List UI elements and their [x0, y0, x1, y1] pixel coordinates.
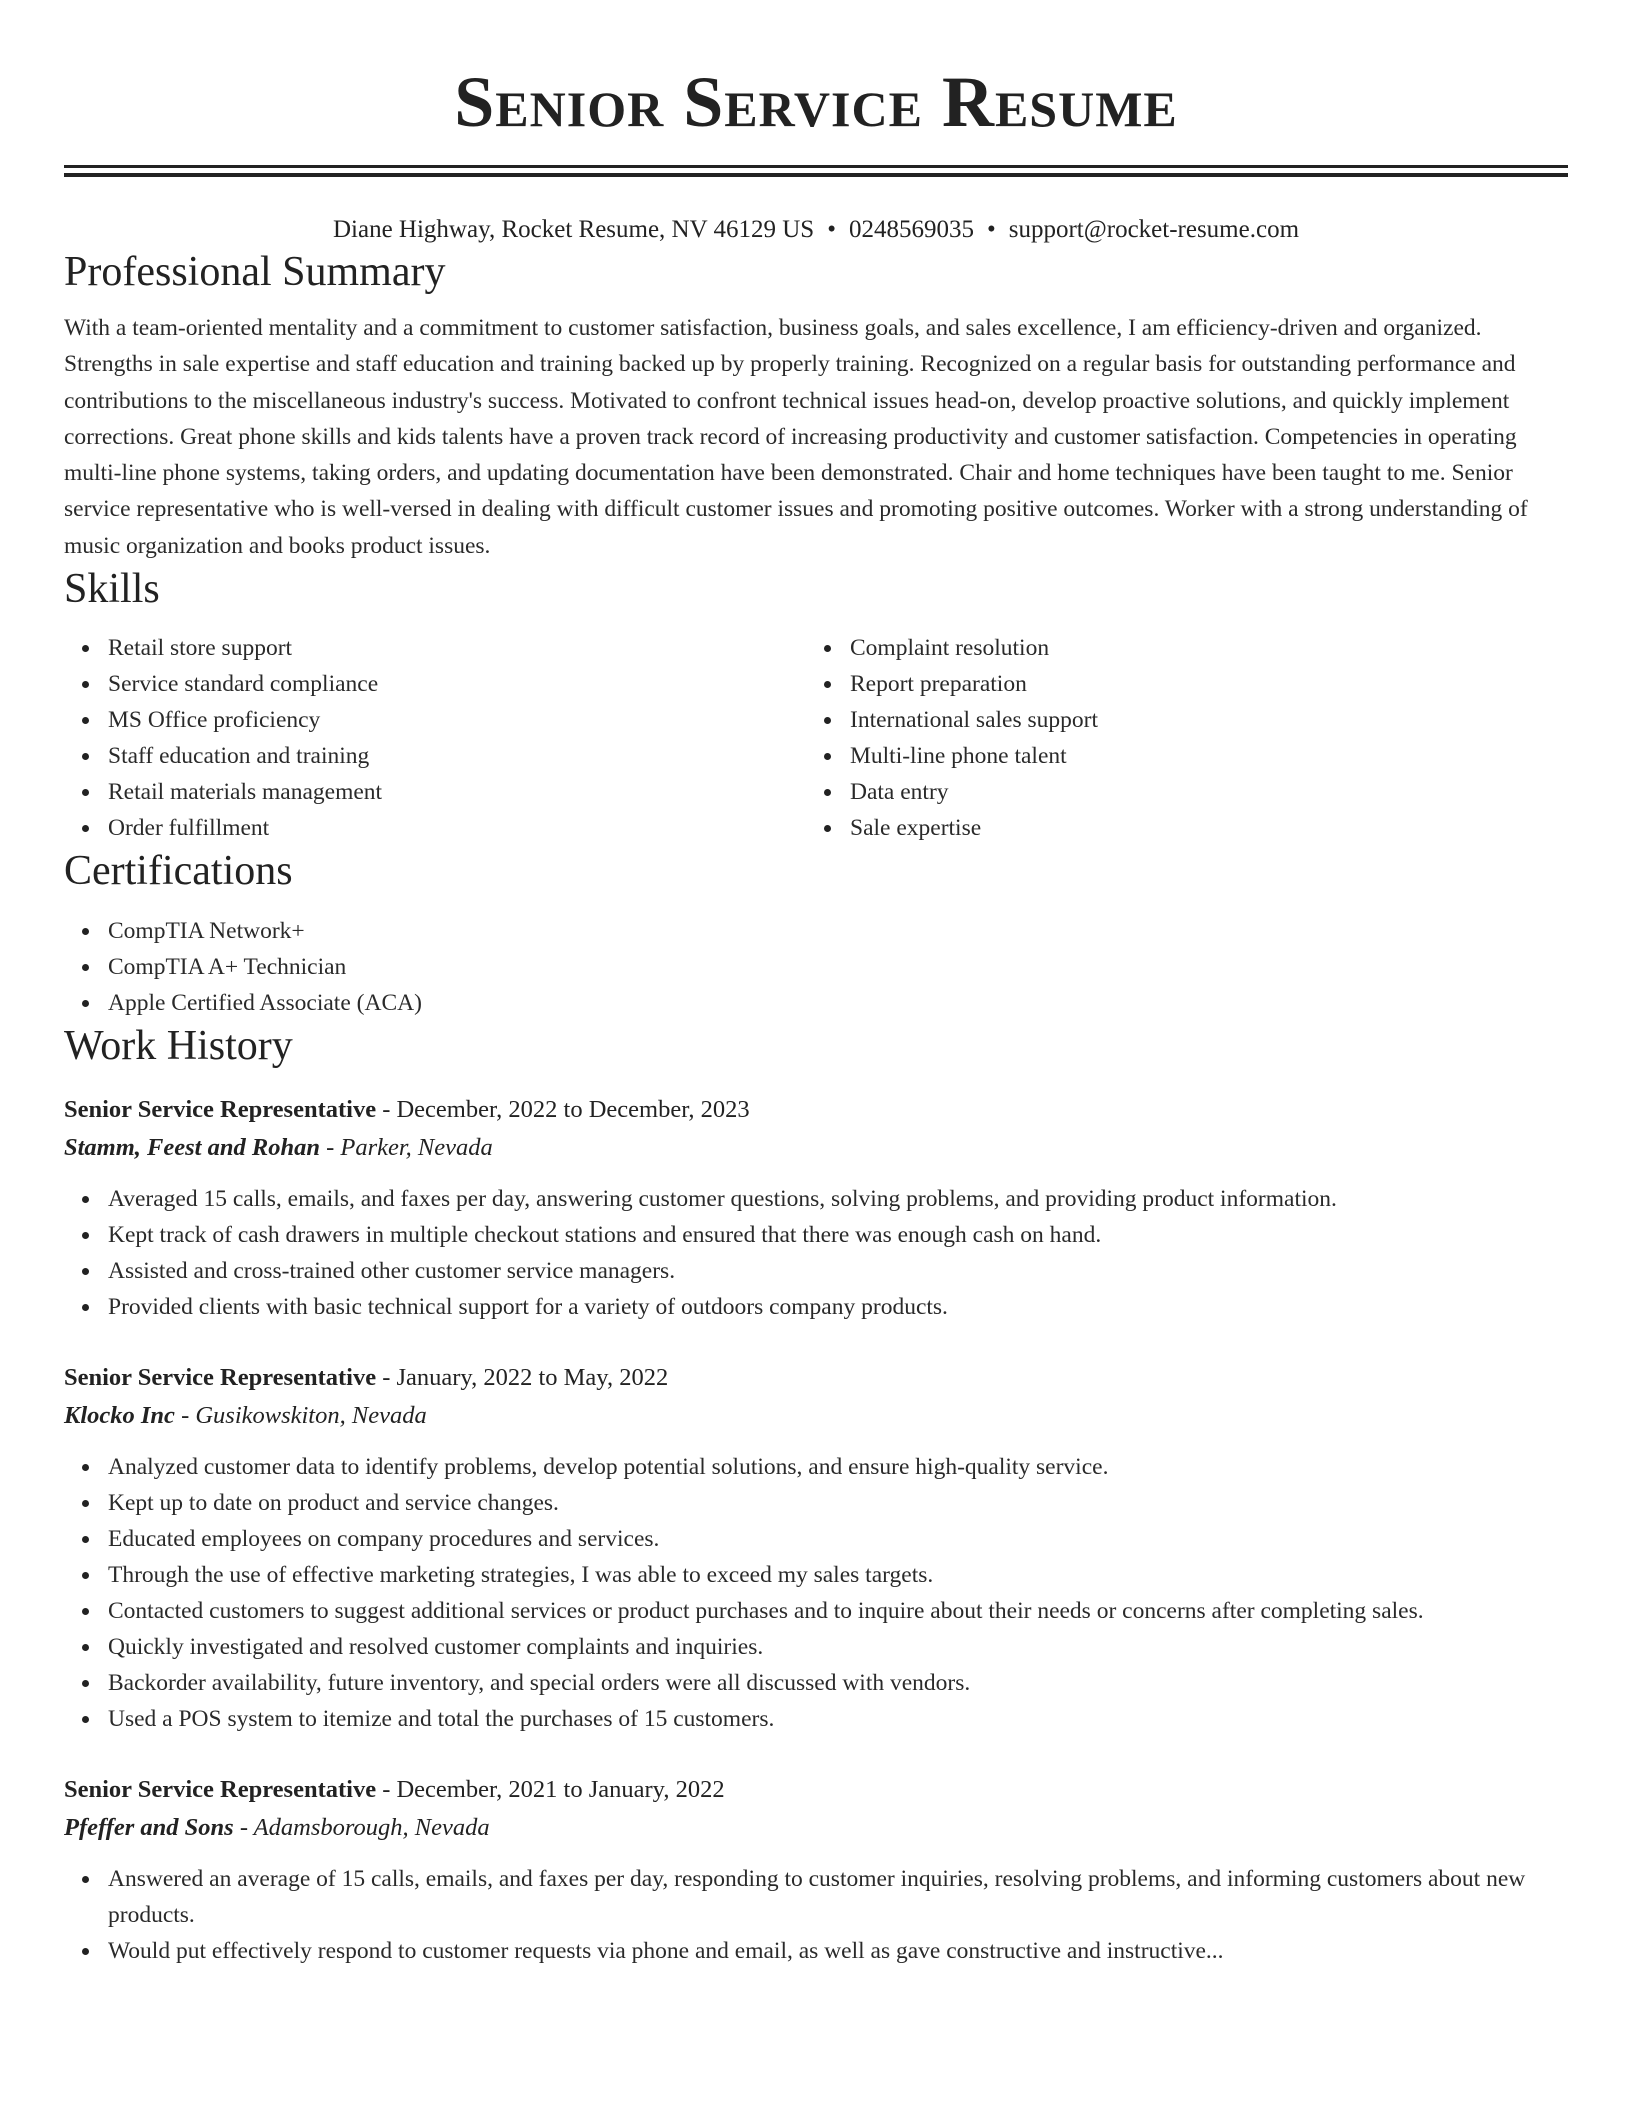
contact-separator: • — [986, 216, 996, 243]
job-company-line — [64, 1129, 1568, 1167]
job-title-line — [64, 1091, 1568, 1129]
work-history-heading: Work History — [64, 1023, 293, 1070]
job-company: Pfeffer and Sons — [64, 1814, 234, 1842]
job-company-line — [64, 1397, 1568, 1435]
contact-address: Diane Highway, Rocket Resume, NV 46129 US — [332, 216, 815, 243]
job-duty-item: Educated employees on company procedures and services. — [108, 1521, 1568, 1557]
certification-item: CompTIA Network+ — [108, 913, 1568, 949]
job-duty-item: Provided clients with basic technical support for a variety of outdoors company products. — [108, 1289, 1568, 1325]
job-location: - Adamsborough, Nevada — [233, 1814, 490, 1842]
job-location: - Gusikowskiton, Nevada — [174, 1402, 427, 1430]
job-duty-item: Kept track of cash drawers in multiple checkout stations and ensured that there was enough cash on hand. — [108, 1217, 1568, 1253]
job-company: Stamm, Feest and Rohan — [64, 1134, 320, 1162]
skills-column-right — [806, 630, 1548, 846]
certification-item: CompTIA A+ Technician — [108, 949, 1568, 985]
skill-item: Sale expertise — [850, 810, 1548, 846]
skill-item: Data entry — [850, 774, 1548, 810]
skills-heading: Skills — [64, 566, 160, 613]
job-duty-item: Would put effectively respond to customer requests via phone and email, as well as gave constructive and instructive... — [108, 1933, 1568, 1969]
job-entry — [64, 1091, 1568, 1325]
contact-email: support@rocket-resume.com — [1008, 216, 1300, 243]
job-role: Senior Service Representative — [64, 1096, 377, 1124]
job-role: Senior Service Representative — [64, 1776, 377, 1804]
job-duties-list — [64, 1449, 1568, 1737]
skill-item: Service standard compliance — [108, 666, 806, 702]
job-duties-list — [64, 1181, 1568, 1325]
job-company: Klocko Inc — [64, 1402, 175, 1430]
skill-item: Staff education and training — [108, 738, 806, 774]
certification-item: Apple Certified Associate (ACA) — [108, 985, 1568, 1021]
skills-list-right — [806, 630, 1548, 846]
skill-item: Order fulfillment — [108, 810, 806, 846]
title-rule-top — [64, 165, 1568, 168]
skill-item: MS Office proficiency — [108, 702, 806, 738]
title-rule-bottom — [64, 173, 1568, 177]
job-duty-item: Used a POS system to itemize and total the purchases of 15 customers. — [108, 1701, 1568, 1737]
job-entry — [64, 1359, 1568, 1737]
contact-phone: 0248569035 — [848, 216, 974, 243]
skill-item: Complaint resolution — [850, 630, 1548, 666]
skills-column-left — [64, 630, 806, 846]
skill-item: Multi-line phone talent — [850, 738, 1548, 774]
job-duty-item: Backorder availability, future inventory, and special orders were all discussed with vendors. — [108, 1665, 1568, 1701]
job-duty-item: Analyzed customer data to identify problems, develop potential solutions, and ensure high-quality service. — [108, 1449, 1568, 1485]
job-entry — [64, 1771, 1568, 1969]
job-duties-list — [64, 1861, 1568, 1969]
summary-heading: Professional Summary — [64, 249, 446, 295]
job-company-line — [64, 1809, 1568, 1847]
contact-separator: • — [827, 216, 836, 243]
job-duty-item: Answered an average of 15 calls, emails, and faxes per day, responding to customer inquiries, resolving problems, and informing customers about new products. — [108, 1861, 1568, 1933]
job-location: - Parker, Nevada — [319, 1134, 493, 1162]
job-duty-item: Quickly investigated and resolved customer complaints and inquiries. — [108, 1629, 1568, 1665]
job-dates: - January, 2022 to May, 2022 — [376, 1364, 669, 1392]
job-duty-item: Contacted customers to suggest additional services or product purchases and to inquire about their needs or concerns after completing sales. — [108, 1593, 1568, 1629]
job-duty-item: Assisted and cross-trained other customer service managers. — [108, 1253, 1568, 1289]
summary-text: With a team-oriented mentality and a commitment to customer satisfaction, business goals, and sales excellence, I am efficiency-driven and organized. Strengths in sale expertise and staff education and training backed up by properly training. Recognized on a regular basis for outstanding performance and contributions to the miscellaneous industry's success. Motivated to confront technical issues head-on, develop proactive solutions, and quickly implement corrections. Great phone skills and kids talents have a proven track record of increasing productivity and customer satisfaction. Competencies in operating multi-line phone systems, taking orders, and updating documentation have been demonstrated. Chair and home techniques have been taught to me. Senior service representative who is well-versed in dealing with difficult customer issues and promoting positive outcomes. Worker with a strong understanding of music organization and books product issues. — [64, 315, 1528, 559]
job-title-line — [64, 1359, 1568, 1397]
certifications-list — [64, 913, 1568, 1021]
resume-title: Senior Service Resume — [454, 62, 1178, 142]
certifications-heading: Certifications — [64, 848, 293, 895]
job-dates: - December, 2022 to December, 2023 — [376, 1096, 750, 1124]
job-duty-item: Kept up to date on product and service changes. — [108, 1485, 1568, 1521]
skills-list-left — [64, 630, 806, 846]
job-dates: - December, 2021 to January, 2022 — [376, 1776, 725, 1804]
job-role: Senior Service Representative — [64, 1364, 377, 1392]
skill-item: International sales support — [850, 702, 1548, 738]
skills-grid — [64, 630, 1568, 846]
skill-item: Retail store support — [108, 630, 806, 666]
job-duty-item: Averaged 15 calls, emails, and faxes per day, answering customer questions, solving problems, and providing product information. — [108, 1181, 1568, 1217]
skill-item: Report preparation — [850, 666, 1548, 702]
contact-line — [64, 213, 1568, 247]
job-title-line — [64, 1771, 1568, 1809]
skill-item: Retail materials management — [108, 774, 806, 810]
job-duty-item: Through the use of effective marketing strategies, I was able to exceed my sales targets. — [108, 1557, 1568, 1593]
